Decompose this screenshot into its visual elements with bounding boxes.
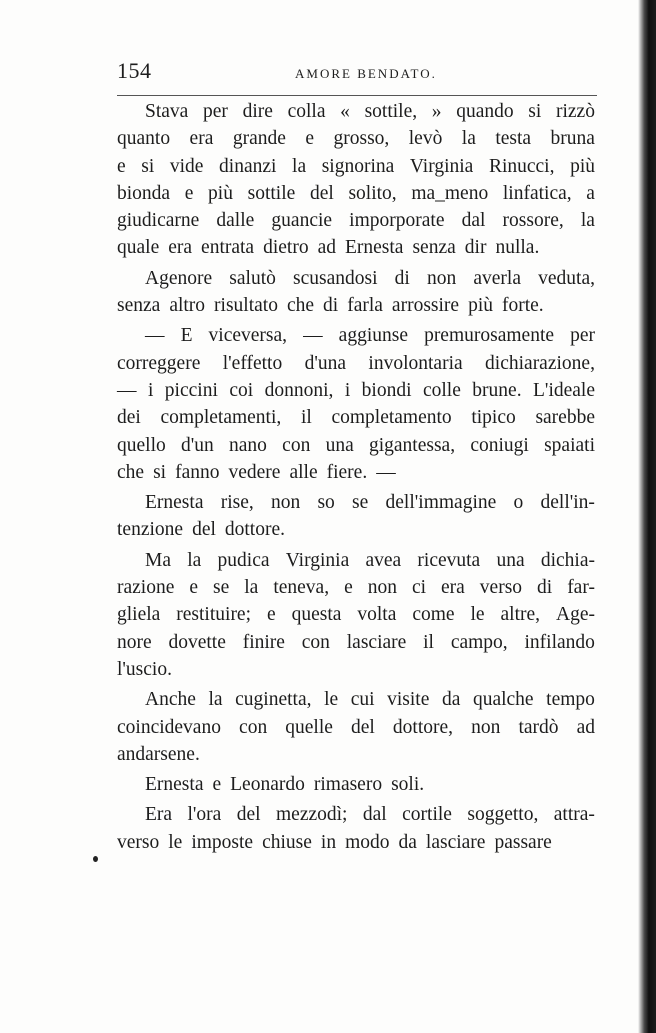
running-title: AMORE BENDATO. bbox=[295, 66, 437, 81]
page-edge-shadow bbox=[638, 0, 656, 1033]
text-line: Era l'ora del mezzodì; dal cortile soggetto, attra- bbox=[145, 804, 595, 826]
text-line: coincidevano con quelle del dottore, non tardò ad bbox=[117, 716, 595, 738]
text-line: correggere l'effetto d'una involontaria dichiarazione, bbox=[117, 352, 595, 374]
text-line: quanto era grande e grosso, levò la testa bruna bbox=[117, 128, 595, 150]
header-rule bbox=[117, 95, 597, 96]
text-line: — i piccini coi donnoni, i biondi colle brune. L'ideale bbox=[117, 379, 595, 401]
text-line: — E viceversa, — aggiunse premurosamente per bbox=[145, 325, 595, 347]
text-line: tenzione del dottore. bbox=[117, 519, 285, 541]
text-line: Anche la cuginetta, le cui visite da qualche tempo bbox=[145, 689, 595, 711]
text-line: Ernesta rise, non so se dell'immagine o dell'in- bbox=[145, 492, 595, 514]
text-line: che si fanno vedere alle fiere. — bbox=[117, 461, 396, 483]
text-line: quale era entrata dietro ad Ernesta senza dir nulla. bbox=[117, 237, 540, 259]
text-line: dei completamenti, il completamento tipico sarebbe bbox=[117, 407, 595, 429]
text-line: e si vide dinanzi la signorina Virginia Rinucci, più bbox=[117, 155, 595, 177]
text-line: Agenore salutò scusandosi di non averla veduta, bbox=[145, 267, 595, 289]
text-line: quello d'un nano con una gigantessa, coniugi spaiati bbox=[117, 434, 595, 456]
text-line: verso le imposte chiuse in modo da lasciare passare bbox=[117, 831, 552, 853]
text-line: razione e se la teneva, e non ci era verso di far- bbox=[117, 577, 595, 599]
text-line: senza altro risultato che di farla arrossire più forte. bbox=[117, 295, 544, 317]
text-line: Stava per dire colla « sottile, » quando si rizzò bbox=[145, 101, 595, 122]
ink-blot bbox=[93, 856, 98, 862]
text-line: Ernesta e Leonardo rimasero soli. bbox=[145, 774, 425, 796]
text-line: nore dovette finire con lasciare il campo, infilando bbox=[117, 631, 595, 653]
page-header bbox=[117, 58, 597, 88]
text-line: l'uscio. bbox=[117, 658, 172, 680]
page-number: 154 bbox=[117, 58, 152, 83]
text-line: bionda e più sottile del solito, ma_meno linfatica, a bbox=[117, 182, 595, 204]
body-text bbox=[117, 98, 595, 856]
text-line: Ma la pudica Virginia avea ricevuta una dichia- bbox=[145, 549, 595, 571]
text-line: giudicarne dalle guancie imporporate dal rossore, la bbox=[117, 210, 595, 232]
text-line: andarsene. bbox=[117, 743, 200, 765]
text-line: gliela restituire; e questa volta come le altre, Age- bbox=[117, 604, 595, 626]
